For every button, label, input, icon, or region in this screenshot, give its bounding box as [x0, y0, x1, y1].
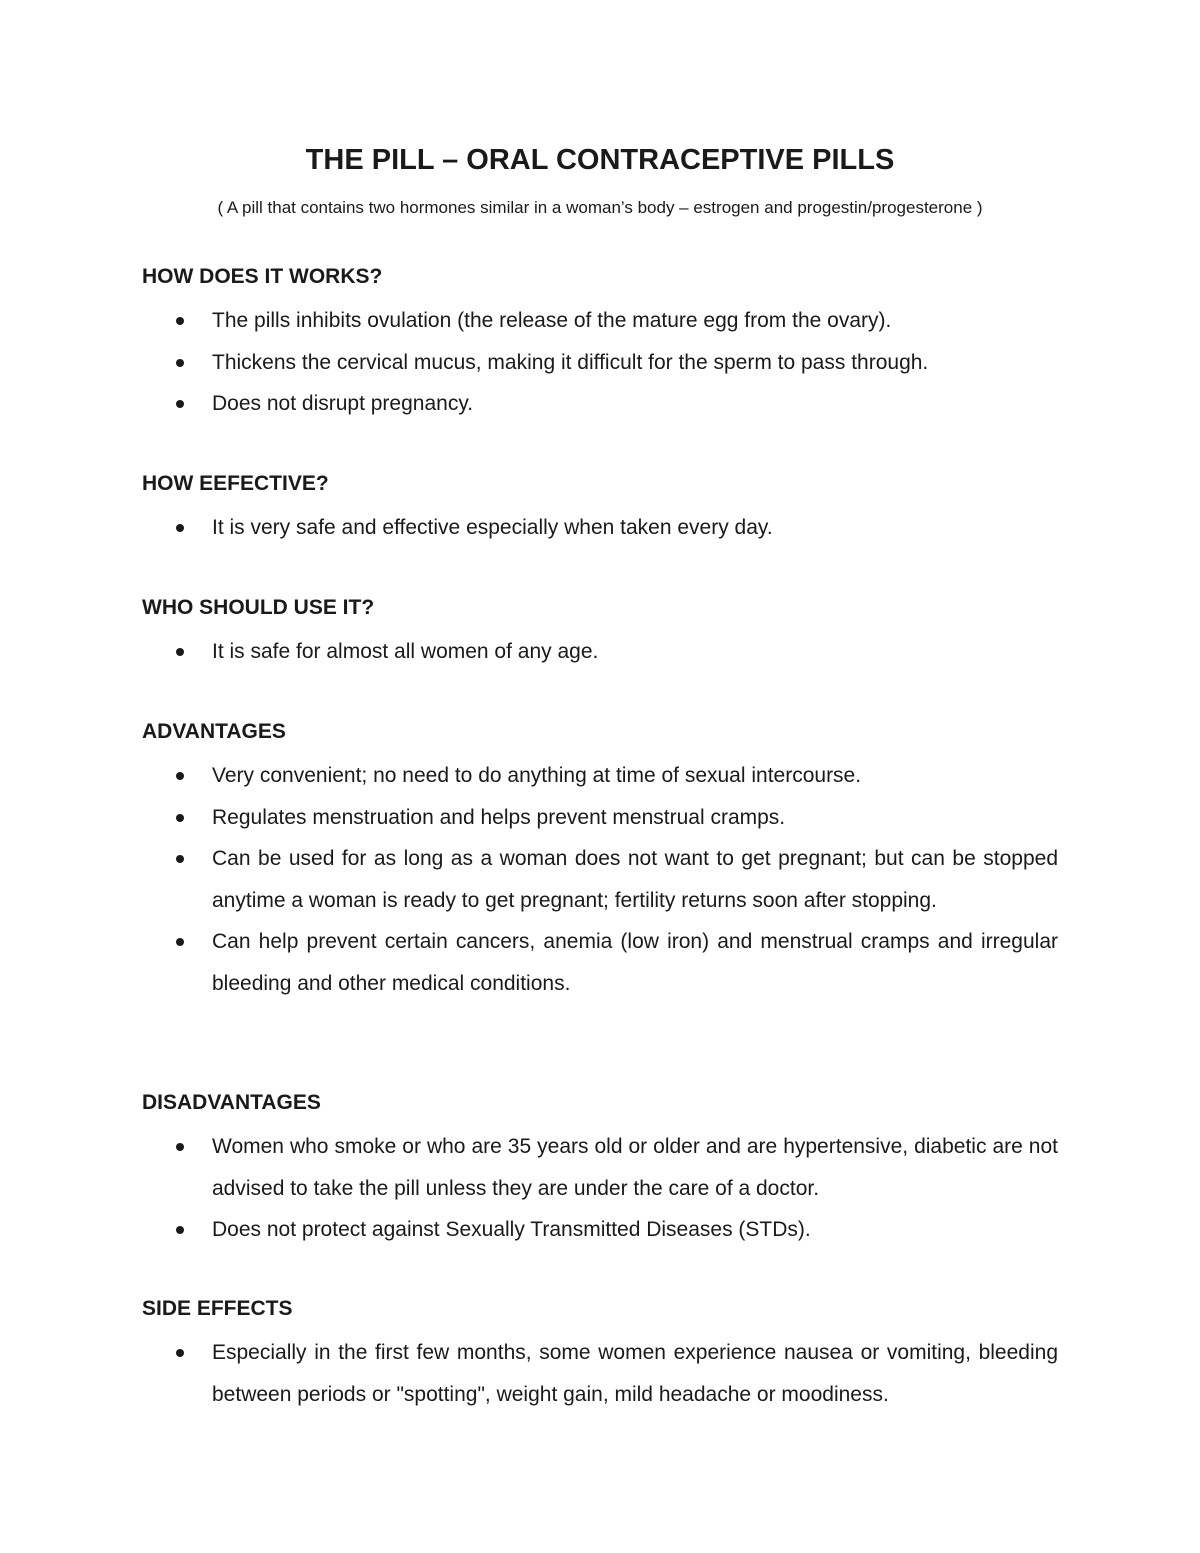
side-effects-list: [0, 1332, 1200, 1415]
how-effective-list: [0, 507, 1200, 549]
list-item: Regulates menstruation and helps prevent menstrual cramps.: [0, 797, 1058, 839]
list-item: Can be used for as long as a woman does not want to get pregnant; but can be stopped anytime a woman is ready to get pregnant; fertility returns soon after stopping.: [0, 838, 1058, 921]
list-item: Thickens the cervical mucus, making it difficult for the sperm to pass through.: [0, 342, 1058, 384]
document-subtitle: ( A pill that contains two hormones similar in a woman’s body – estrogen and progestin/progesterone ): [217, 198, 983, 217]
bullet-icon: [176, 814, 184, 822]
section-heading-advantages: ADVANTAGES: [142, 720, 286, 743]
section-heading-side-effects: SIDE EFFECTS: [142, 1297, 293, 1320]
list-item: It is very safe and effective especially when taken every day.: [0, 507, 1058, 549]
who-should-use-list: [0, 631, 1200, 673]
document-title: THE PILL – ORAL CONTRACEPTIVE PILLS: [305, 144, 895, 176]
bullet-icon: [176, 648, 184, 656]
disadvantages-list: [0, 1126, 1200, 1251]
section-heading-who-should-use: WHO SHOULD USE IT?: [142, 596, 375, 619]
bullet-icon: [176, 938, 184, 946]
bullet-icon: [176, 400, 184, 408]
list-item: Especially in the first few months, some women experience nausea or vomiting, bleeding between periods or "spotting", weight gain, mild headache or moodiness.: [0, 1332, 1058, 1415]
bullet-icon: [176, 772, 184, 780]
how-it-works-list: [0, 300, 1200, 425]
list-item: It is safe for almost all women of any age.: [0, 631, 1058, 673]
bullet-icon: [176, 359, 184, 367]
section-heading-how-it-works: HOW DOES IT WORKS?: [142, 265, 383, 288]
list-item: Very convenient; no need to do anything at time of sexual intercourse.: [0, 755, 1058, 797]
list-item: Can help prevent certain cancers, anemia (low iron) and menstrual cramps and irregular bleeding and other medical conditions.: [0, 921, 1058, 1004]
list-item: Does not disrupt pregnancy.: [0, 383, 1058, 425]
list-item: Does not protect against Sexually Transmitted Diseases (STDs).: [0, 1209, 1058, 1251]
section-heading-disadvantages: DISADVANTAGES: [142, 1091, 321, 1114]
bullet-icon: [176, 855, 184, 863]
advantages-list: [0, 755, 1200, 1004]
bullet-icon: [176, 1349, 184, 1357]
section-heading-how-effective: HOW EEFECTIVE?: [142, 472, 329, 495]
bullet-icon: [176, 1143, 184, 1151]
bullet-icon: [176, 524, 184, 532]
bullet-icon: [176, 1226, 184, 1234]
bullet-icon: [176, 317, 184, 325]
list-item: The pills inhibits ovulation (the release of the mature egg from the ovary).: [0, 300, 1058, 342]
list-item: Women who smoke or who are 35 years old or older and are hypertensive, diabetic are not advised to take the pill unless they are under the care of a doctor.: [0, 1126, 1058, 1209]
